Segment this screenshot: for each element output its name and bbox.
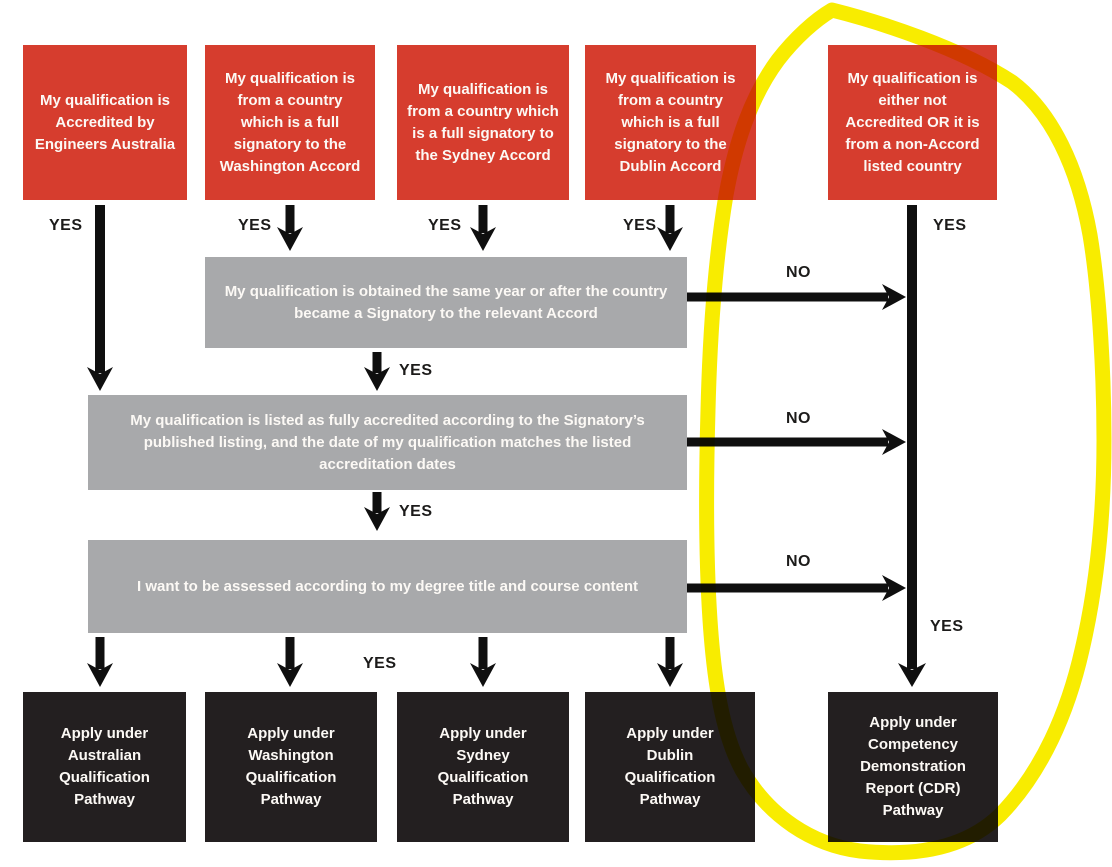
arrow-col5-down [898,205,926,687]
arrow-to-sydney-pathway [470,637,496,687]
arrow-col4-down [657,205,683,251]
yes-label-col2: YES [238,217,272,234]
yes-label-gray1-gray2: YES [399,362,433,379]
yes-label-bottom: YES [363,655,397,672]
decision-box-dublin-accord: My qualification is from a country which is a full signatory to the Dublin Accord [585,45,756,200]
no-label-1: NO [786,264,811,281]
yes-label-gray2-gray3: YES [399,503,433,520]
pathway-box-australian: Apply under Australian Qualification Pathway [23,692,186,842]
arrow-gray2-to-gray3 [364,492,390,531]
condition-box-same-year-signatory: My qualification is obtained the same year or after the country became a Signatory to the relevant Accord [205,257,687,348]
arrow-to-washington-pathway [277,637,303,687]
yes-label-col3: YES [428,217,462,234]
decision-box-not-accredited: My qualification is either not Accredited OR it is from a non-Accord listed country [828,45,997,200]
arrow-no-1 [687,284,906,310]
arrow-no-2 [687,429,906,455]
pathway-box-cdr: Apply under Competency Demonstration Report (CDR) Pathway [828,692,998,842]
arrow-gray1-to-gray2 [364,352,390,391]
decision-box-engineers-australia: My qualification is Accredited by Engineers Australia [23,45,187,200]
arrow-no-3 [687,575,906,601]
arrow-to-dublin-pathway [657,637,683,687]
arrow-col1-down [87,205,113,391]
yes-label-col5-top: YES [933,217,967,234]
no-label-2: NO [786,410,811,427]
pathway-box-washington: Apply under Washington Qualification Pathway [205,692,377,842]
decision-box-sydney-accord: My qualification is from a country which is a full signatory to the Sydney Accord [397,45,569,200]
condition-box-degree-title-course-content: I want to be assessed according to my degree title and course content [88,540,687,633]
pathway-box-sydney: Apply under Sydney Qualification Pathway [397,692,569,842]
no-label-3: NO [786,553,811,570]
arrow-col3-down [470,205,496,251]
condition-box-fully-accredited-listing: My qualification is listed as fully accredited according to the Signatory’s published listing, and the date of my qualification matches the listed accreditation dates [88,395,687,490]
pathway-box-dublin: Apply under Dublin Qualification Pathway [585,692,755,842]
decision-box-washington-accord: My qualification is from a country which is a full signatory to the Washington Accord [205,45,375,200]
yes-label-col5-lower: YES [930,618,964,635]
arrow-col2-down [277,205,303,251]
arrow-to-australian-pathway [87,637,113,687]
yes-label-col4: YES [623,217,657,234]
yes-label-col1: YES [49,217,83,234]
